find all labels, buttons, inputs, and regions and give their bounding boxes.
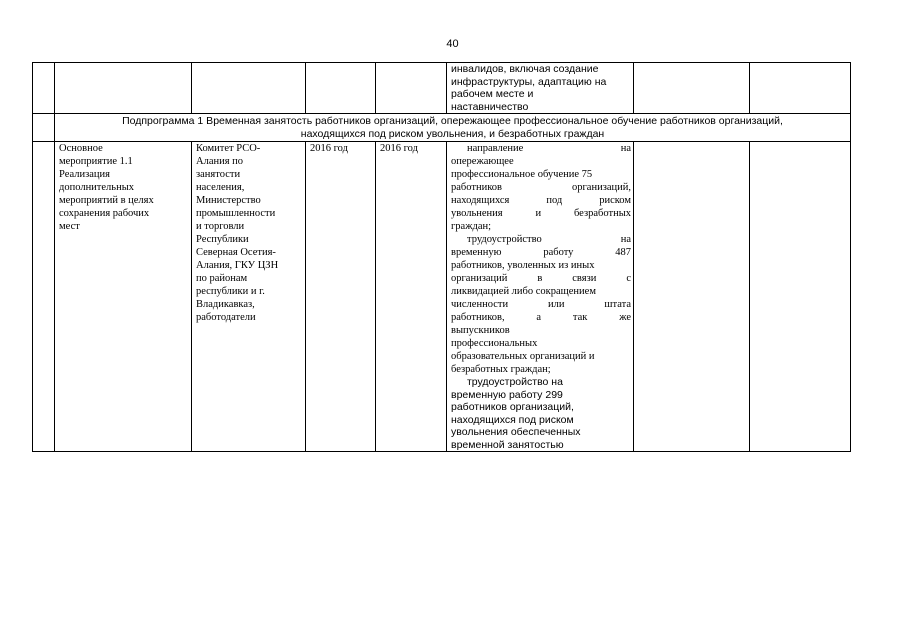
executor-line: Северная Осетия- <box>196 247 276 258</box>
cell-start-year: 2016 год <box>306 142 376 452</box>
executor-line: Алания по <box>196 156 244 167</box>
executor-line: Владикавказ, <box>196 299 255 310</box>
cell-measure <box>55 142 192 452</box>
cell-start <box>306 63 376 114</box>
result-line: трудоустройство на <box>467 376 563 388</box>
result-line: временной занятостью <box>451 438 564 451</box>
cell-executor <box>192 63 306 114</box>
cell-num <box>33 142 55 452</box>
executor-line: Комитет РСО- <box>196 143 261 154</box>
result-line: временную работу 487 <box>451 247 631 258</box>
result-line: работников, уволенных из иных <box>451 260 595 271</box>
measures-table <box>32 62 851 452</box>
measure-line: сохранения рабочих <box>59 208 150 219</box>
subprogram-title <box>55 114 851 142</box>
result-line: находящихся под риском <box>451 195 631 206</box>
table-row-subprogram <box>33 114 851 142</box>
executor-line: занятости <box>196 169 241 180</box>
cell-executor <box>192 142 306 452</box>
executor-line: Республики <box>196 234 249 245</box>
result-line: граждан; <box>451 221 492 232</box>
executor-line: Министерство <box>196 195 261 206</box>
result-line: увольнения и безработных <box>451 208 631 219</box>
result-line: находящихся под риском <box>451 413 574 426</box>
measure-line: мероприятие 1.1 <box>59 156 133 167</box>
cell-result <box>447 142 634 452</box>
result-line: рабочем месте и <box>451 88 534 100</box>
cell-end <box>376 63 447 114</box>
result-line: направление на <box>467 143 631 154</box>
result-line: образовательных организаций и <box>451 351 595 362</box>
cell-link <box>750 142 851 452</box>
result-line: ликвидацией либо сокращением <box>451 286 596 297</box>
executor-line: республики и г. <box>196 286 265 297</box>
result-line: увольнения обеспеченных <box>451 426 581 438</box>
cell-end-year: 2016 год <box>376 142 447 452</box>
executor-line: Алания, ГКУ ЦЗН <box>196 260 279 271</box>
result-line: работников организаций, <box>451 401 574 413</box>
cell-num <box>33 63 55 114</box>
executor-line: по районам <box>196 273 248 284</box>
cell-link <box>750 63 851 114</box>
cell-measure <box>55 63 192 114</box>
result-line: численности или штата <box>451 299 631 310</box>
result-line: инвалидов, включая создание <box>451 63 599 75</box>
executor-line: работодатели <box>196 312 256 323</box>
result-line: наставничество <box>451 100 529 113</box>
result-line: трудоустройство на <box>467 234 631 245</box>
table-row-continued <box>33 63 851 114</box>
result-line: выпускников <box>451 325 510 336</box>
result-line: работников организаций, <box>451 182 631 193</box>
subprogram-title-line: Подпрограмма 1 Временная занятость работников организаций, опережающее профессиональное обучение работников организаций, <box>122 115 783 127</box>
executor-line: промышленности <box>196 208 276 219</box>
result-line: профессиональное обучение 75 <box>451 169 593 180</box>
measure-line: мероприятий в целях <box>59 195 154 206</box>
cell-result <box>447 63 634 114</box>
cell-indicator <box>634 142 750 452</box>
result-line: организаций в связи с <box>451 273 631 284</box>
executor-line: населения, <box>196 182 245 193</box>
result-line: опережающее <box>451 156 514 167</box>
page-number: 40 <box>446 38 459 50</box>
measure-line: Реализация <box>59 169 110 180</box>
executor-line: и торговли <box>196 221 245 232</box>
subprogram-title-line: находящихся под риском увольнения, и безработных граждан <box>300 127 605 140</box>
result-line: работников, а так же <box>451 312 631 323</box>
measure-line: дополнительных <box>59 182 135 193</box>
result-line: безработных граждан; <box>451 364 551 375</box>
cell-indicator <box>634 63 750 114</box>
measure-line: мест <box>59 221 80 232</box>
measure-line: Основное <box>59 143 103 154</box>
result-line: инфраструктуры, адаптацию на <box>451 75 607 88</box>
result-line: профессиональных <box>451 338 538 349</box>
result-line: временную работу 299 <box>451 388 563 401</box>
cell-num <box>33 114 55 142</box>
table-row-measure <box>33 142 851 452</box>
